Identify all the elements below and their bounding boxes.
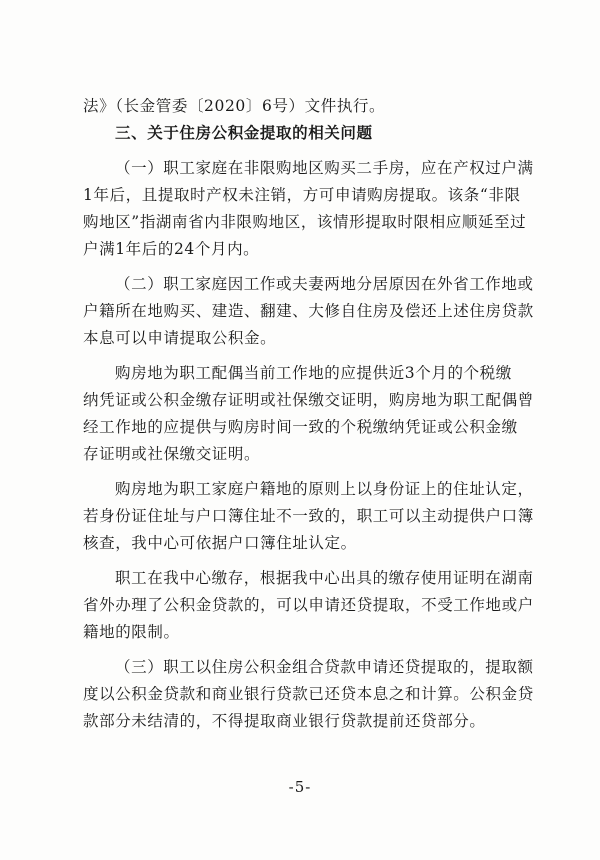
text-line: 本息可以申请提取公积金。 [83, 329, 277, 347]
paragraph [83, 155, 534, 263]
text-line: 法》（长金管委〔2020〕6号）文件执行。 [83, 97, 386, 115]
text-line: 职工在我中心缴存，根据我中心出具的缴存使用证明在湖南 [115, 569, 534, 587]
text-line: 1年后，且提取时产权未注销，方可申请购房提取。该条“非限 [83, 186, 521, 204]
text-line: 购地区”指湖南省内非限购地区，该情形提取时限相应顺延至过 [83, 213, 527, 231]
document-body [83, 93, 534, 735]
text-line: 户满1年后的24个月内。 [83, 240, 260, 258]
paragraph [83, 654, 534, 735]
paragraph [83, 360, 534, 468]
text-line: 若身份证住址与户口簿住址不一致的，职工可以主动提供户口簿 [83, 507, 534, 525]
text-line: 购房地为职工配偶当前工作地的应提供近3个月的个税缴 [115, 364, 512, 382]
text-line: 籍地的限制。 [83, 623, 180, 641]
paragraph [83, 476, 534, 557]
text-line: 户籍所在地购买、建造、翻建、大修自住房及偿还上述住房贷款 [83, 302, 534, 320]
paragraph [83, 271, 534, 352]
text-line: 省外办理了公积金贷款的，可以申请还贷提取，不受工作地或户 [83, 596, 534, 614]
section-heading: 三、关于住房公积金提取的相关问题 [115, 124, 373, 142]
text-line: 购房地为职工家庭户籍地的原则上以身份证上的住址认定， [115, 480, 534, 498]
text-line: 存证明或社保缴交证明。 [83, 445, 261, 463]
page-number: -5- [288, 778, 312, 796]
text-line: （二）职工家庭因工作或夫妻两地分居原因在外省工作地或 [115, 275, 534, 293]
text-line: 款部分未结清的，不得提取商业银行贷款提前还贷部分。 [83, 712, 486, 730]
text-line: 核查，我中心可依据户口簿住址认定。 [83, 534, 357, 552]
text-line: 经工作地的应提供与购房时间一致的个税缴纳凭证或公积金缴 [83, 418, 518, 436]
paragraph [83, 565, 534, 646]
text-line: 度以公积金贷款和商业银行贷款已还贷本息之和计算。公积金贷 [83, 685, 534, 703]
text-line: （三）职工以住房公积金组合贷款申请还贷提取的，提取额 [115, 658, 534, 676]
text-line: 纳凭证或公积金缴存证明或社保缴交证明，购房地为职工配偶曾 [83, 391, 534, 409]
text-line: （一）职工家庭在非限购地区购买二手房，应在产权过户满 [115, 159, 534, 177]
